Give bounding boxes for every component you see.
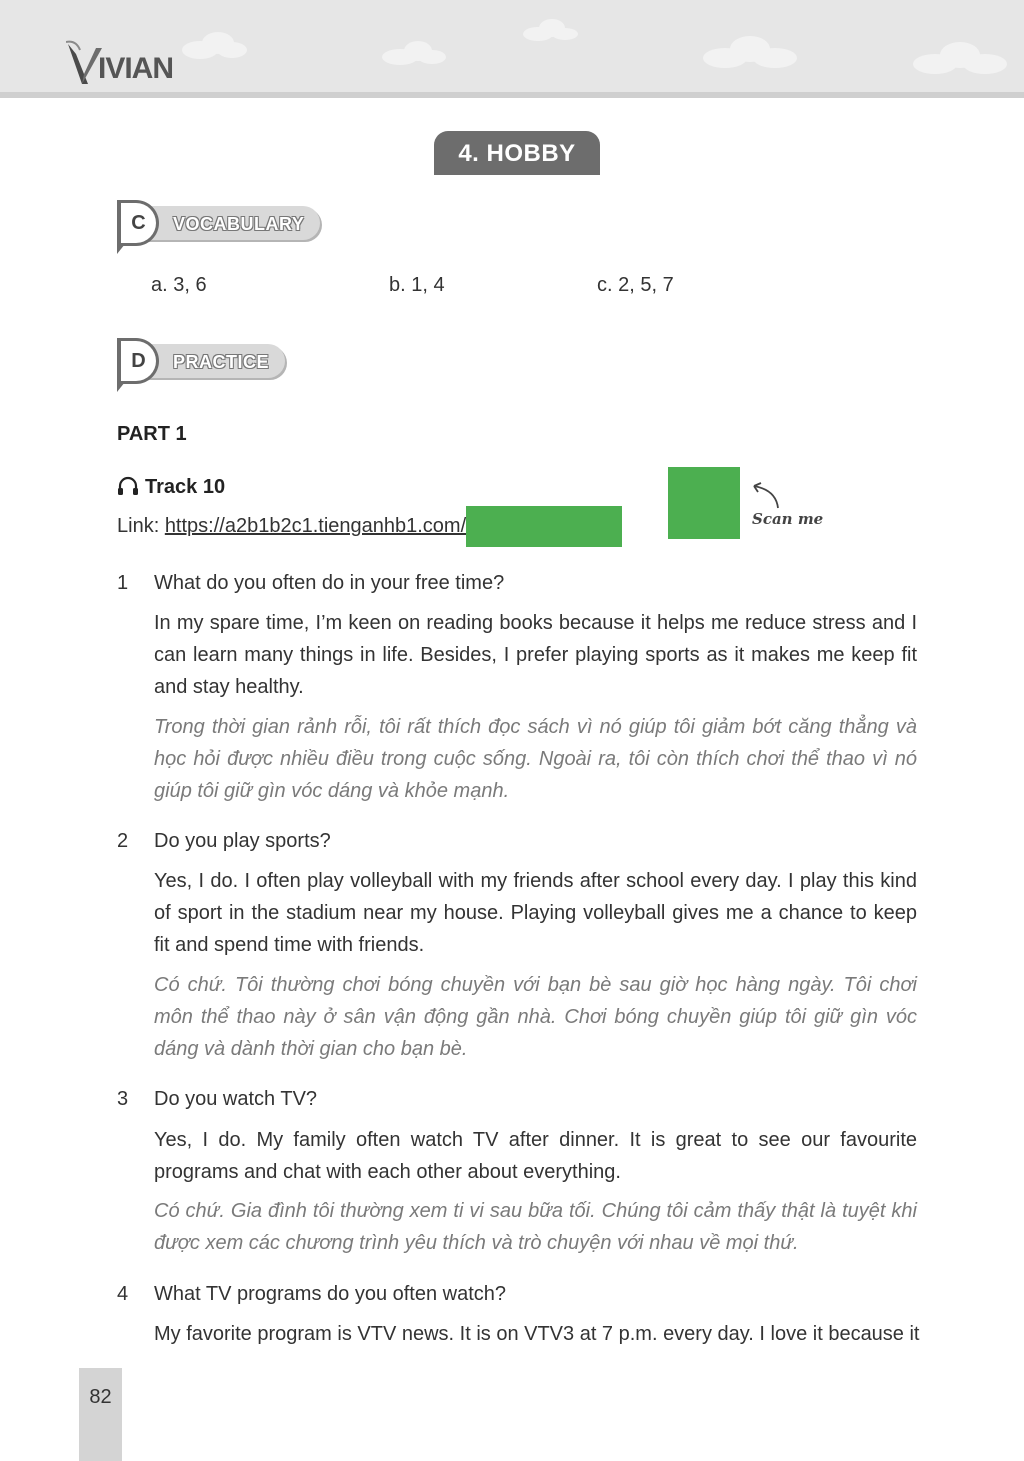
translation-text: Trong thời gian rảnh rỗi, tôi rất thích đọc sách vì nó giúp tôi giảm bớt căng thẳng và học hỏi được nhiều điều trong cuộc sống. Ngoài ra, tôi còn thích chơi thể thao vì nó giúp tôi giữ gìn vóc dáng và khỏe mạnh. (154, 716, 917, 802)
question-number: 1 (117, 572, 129, 594)
page-number: 82 (89, 1386, 112, 1408)
translation-text: Có chứ. Gia đình tôi thường xem ti vi sau bữa tối. Chúng tôi cảm thấy thật là tuyệt khi được xem các chương trình yêu thích và trò chuyện với nhau về mọi thứ. (154, 1200, 917, 1254)
scan-me-text: Scan me (752, 510, 824, 528)
section-c-label: VOCABULARY (143, 206, 320, 240)
badge-tail (117, 382, 125, 392)
question-text: Do you play sports? (154, 830, 331, 852)
redacted-link-block (466, 506, 622, 547)
translation-text: Có chứ. Tôi thường chơi bóng chuyền với bạn bè sau giờ học hàng ngày. Tôi chơi môn thể thao này ở sân vận động gần nhà. Chơi bóng chuyền giúp tôi giữ gìn vóc dáng và dành thời gian cho bạn bè. (154, 974, 917, 1060)
section-d-badge (117, 338, 297, 394)
section-d-label: PRACTICE (143, 344, 285, 378)
question-number: 4 (117, 1283, 129, 1305)
unit-title: 4. HOBBY (434, 131, 600, 175)
cloud-decoration (910, 40, 1010, 76)
headphones-icon (117, 476, 139, 496)
curved-arrow-icon (748, 480, 784, 510)
vocab-answer-b: b. 1, 4 (389, 274, 445, 296)
question-number: 3 (117, 1088, 129, 1110)
vocab-answer-a: a. 3, 6 (151, 274, 207, 296)
question-text: What do you often do in your free time? (154, 572, 505, 594)
track-link (117, 515, 466, 538)
cloud-decoration (180, 30, 250, 60)
section-d-letter: D (117, 338, 159, 384)
track-heading (117, 476, 225, 499)
vocab-answer-c: c. 2, 5, 7 (597, 274, 674, 296)
cloud-decoration (700, 34, 800, 70)
scan-me-label (748, 480, 824, 528)
answer-text: In my spare time, I’m keen on reading books because it helps me reduce stress and I can learn many things in life. Besides, I prefer playing sports as it makes me keep fit and stay healthy. (154, 612, 917, 698)
link-prefix: Link: (117, 515, 165, 537)
track-label: Track 10 (145, 476, 226, 498)
cloud-decoration (520, 18, 580, 42)
track-url-link[interactable]: https://a2b1b2c1.tienganhb1.com/ (164, 515, 467, 537)
section-c-badge (117, 200, 317, 256)
badge-tail (117, 244, 125, 254)
cloud-decoration (380, 40, 450, 66)
part-title: PART 1 (117, 423, 187, 445)
question-text: Do you watch TV? (154, 1088, 318, 1110)
page-number-tab (79, 1368, 122, 1461)
answer-text: My favorite program is VTV news. It is on VTV3 at 7 p.m. every day. I love it because it (154, 1323, 920, 1345)
qr-code-placeholder[interactable] (668, 467, 740, 539)
question-number: 2 (117, 830, 129, 852)
section-c-letter: C (117, 200, 159, 246)
answer-text: Yes, I do. I often play volleyball with my friends after school every day. I play this kind of sport in the stadium near my house. Playing volleyball gives me a chance to keep fit and spend time with friends. (154, 870, 917, 956)
logo-text: IVIAN (98, 52, 174, 85)
question-text: What TV programs do you often watch? (154, 1283, 507, 1305)
answer-text: Yes, I do. My family often watch TV after dinner. It is great to see our favourite programs and chat with each other about everything. (154, 1129, 917, 1183)
